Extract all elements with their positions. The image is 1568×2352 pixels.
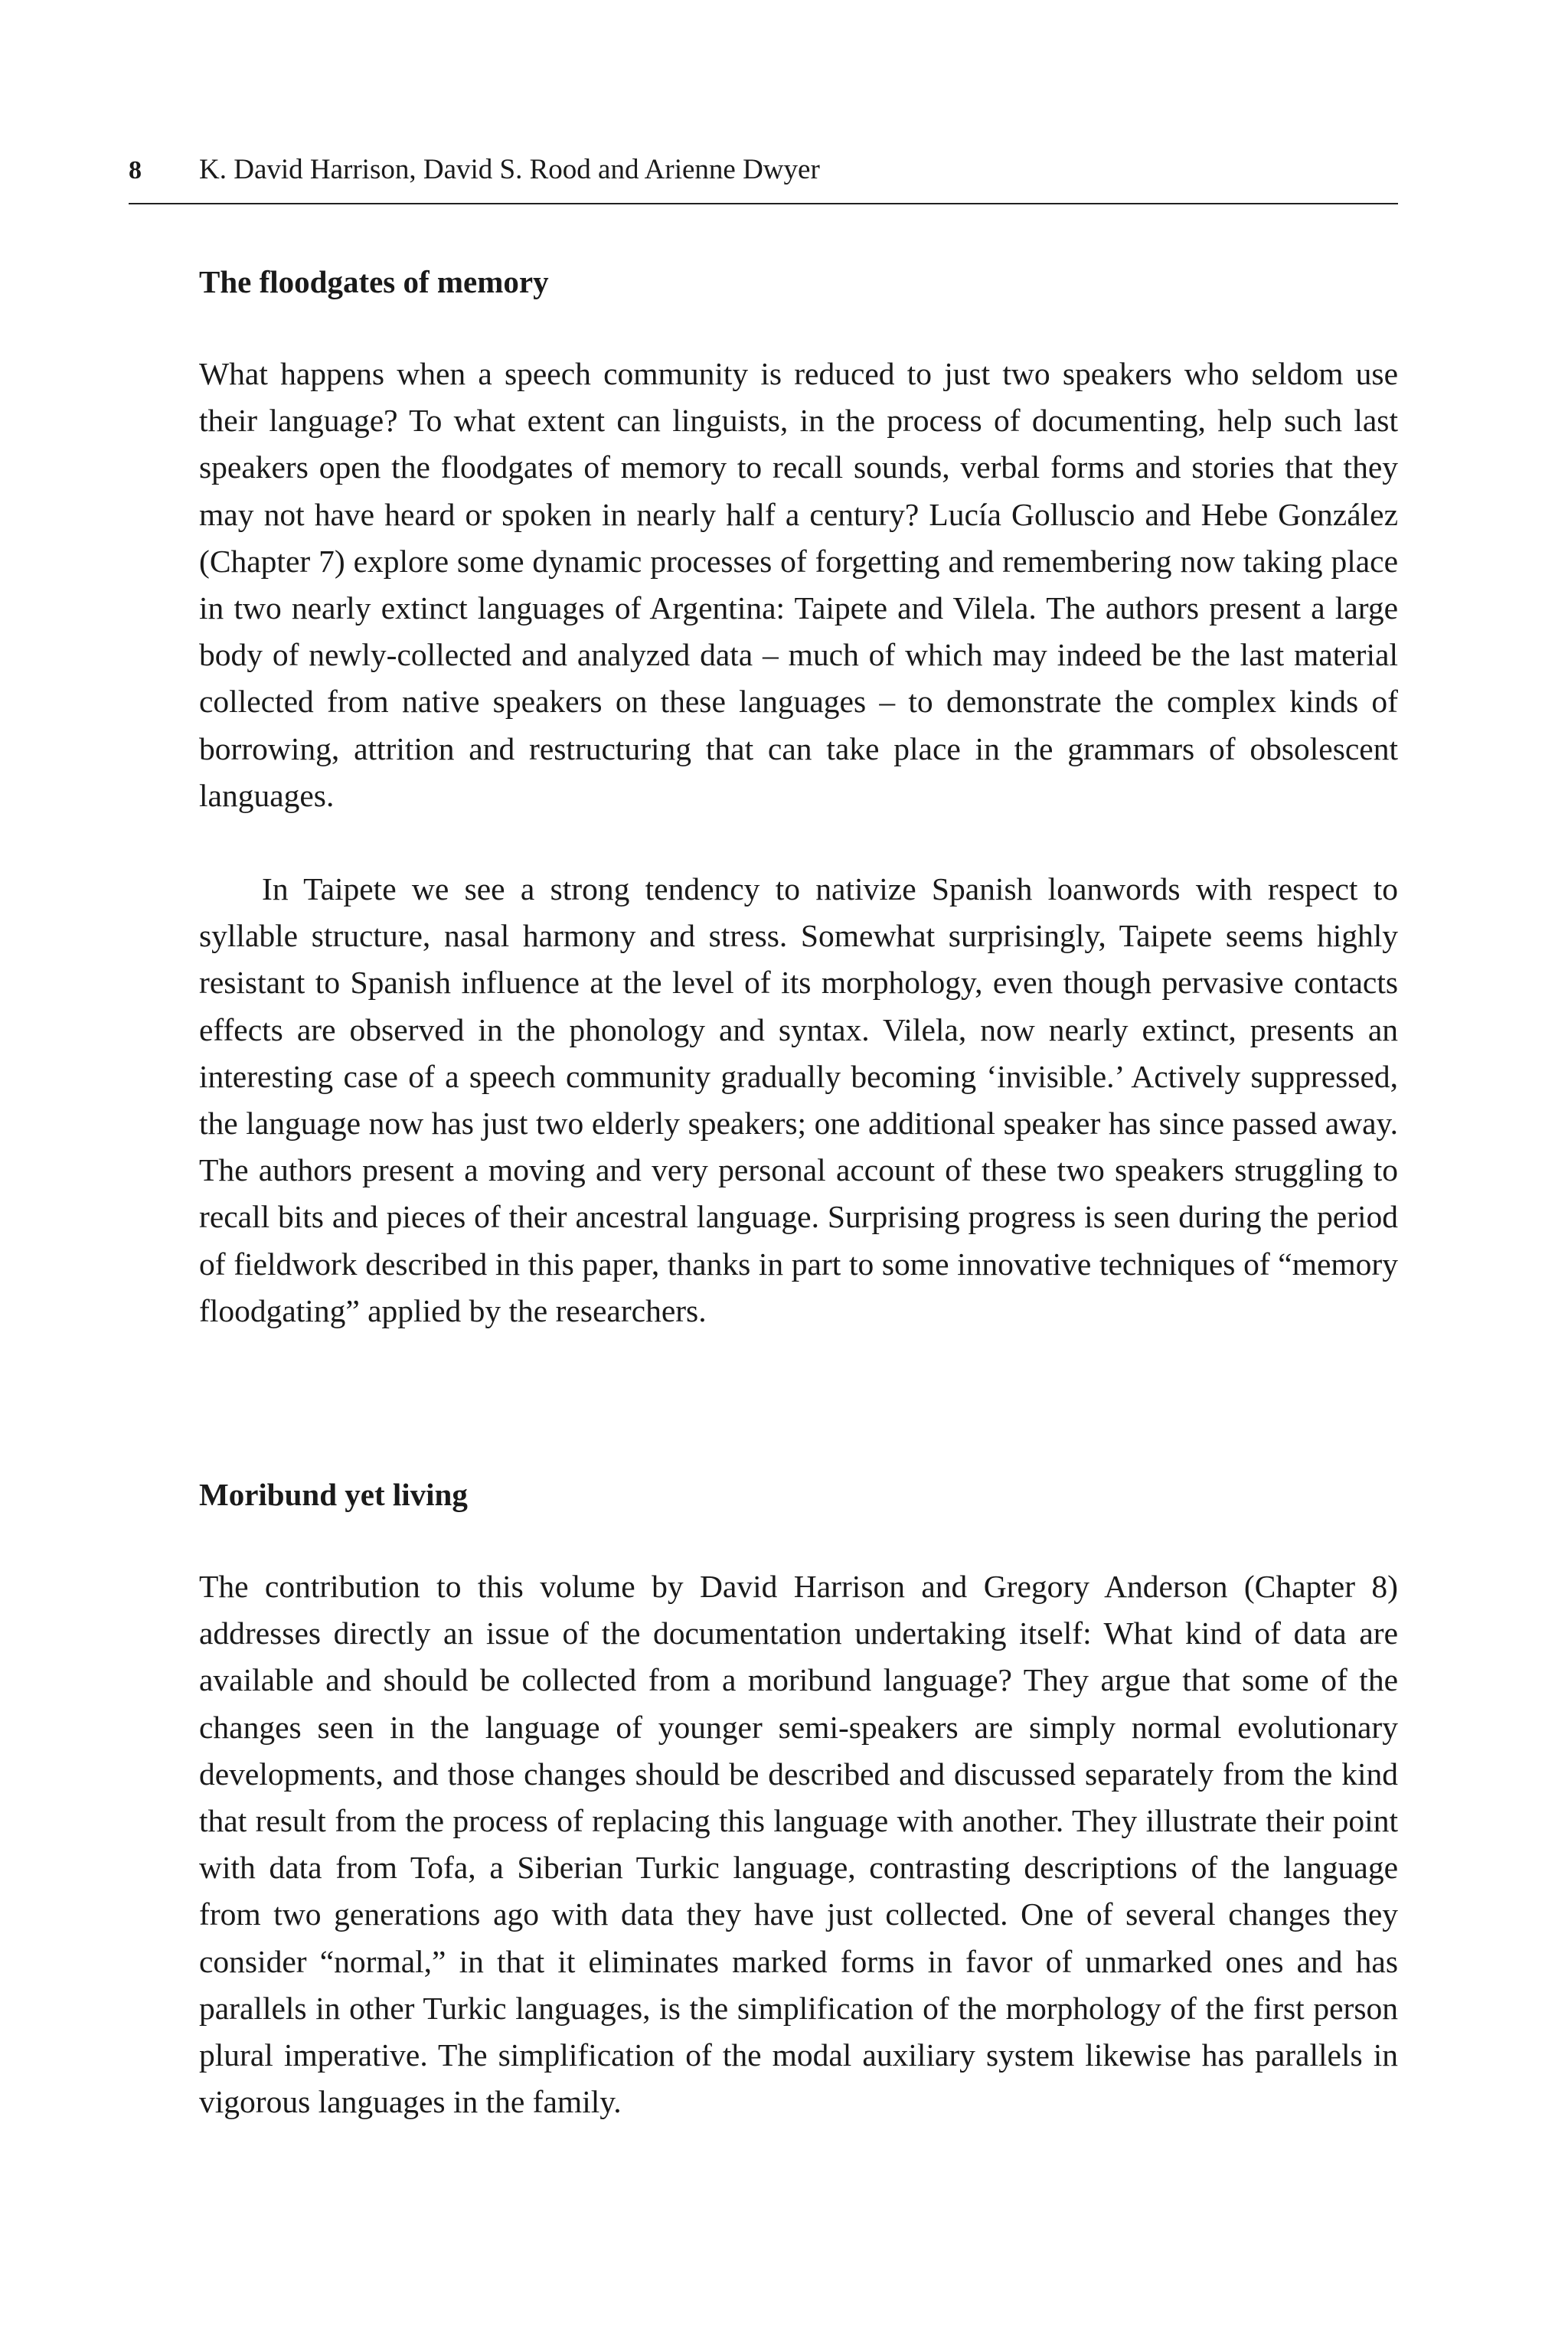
section-heading-moribund: Moribund yet living <box>199 1477 468 1512</box>
running-head <box>129 149 1398 192</box>
section-heading-floodgates: The floodgates of memory <box>199 264 549 299</box>
running-title: K. David Harrison, David S. Rood and Arienne Dwyer <box>199 154 820 185</box>
header-rule <box>129 203 1398 204</box>
paragraph-moribund-1: The contribution to this volume by David Harrison and Gregory Anderson (Chapter 8) addresses directly an issue of the documentation undertaking itself: What kind of data are available and should be collected from a moribund language? They argue that some of the changes seen in the language of younger semi-speakers are simply normal evolutionary developments, and those changes should be described and discussed separately from the kind that result from the process of replacing this language with another. They illustrate their point with data from Tofa, a Siberian Turkic language, contrasting descriptions of the language from two generations ago with data they have just collected. One of several changes they consider “normal,” in that it eliminates marked forms in favor of unmarked ones and has parallels in other Turkic languages, is the simplification of the morphology of the first person plural imperative. The simplification of the modal auxiliary system likewise has parallels in vigorous languages in the family. <box>199 1569 1398 2120</box>
page-number: 8 <box>129 156 142 185</box>
paragraph-floodgates-1: What happens when a speech community is reduced to just two speakers who seldom use their language? To what extent can linguists, in the process of documenting, help such last speakers open the floodgates of memory to recall sounds, verbal forms and stories that they may not have heard or spoken in nearly half a century? Lucía Golluscio and Hebe González (Chapter 7) explore some dynamic processes of forgetting and remembering now taking place in two nearly extinct languages of Argentina: Taipete and Vilela. The authors present a large body of newly-collected and analyzed data – much of which may indeed be the last material collected from native speakers on these languages – to demonstrate the complex kinds of borrowing, attrition and restructuring that can take place in the grammars of obsolescent languages. <box>199 356 1398 813</box>
paragraph-floodgates-2: In Taipete we see a strong tendency to nativize Spanish loanwords with respect to syllable structure, nasal harmony and stress. Somewhat surprisingly, Taipete seems highly resistant to Spanish influence at the level of its morphology, even though pervasive contacts effects are observed in the phonology and syntax. Vilela, now nearly extinct, presents an interesting case of a speech community gradually becoming ‘invisible.’ Actively suppressed, the language now has just two elderly speakers; one additional speaker has since passed away. The authors present a moving and very personal account of these two speakers struggling to recall bits and pieces of their ancestral language. Surprising progress is seen during the period of fieldwork described in this paper, thanks in part to some innovative techniques of “memory floodgating” applied by the researchers. <box>199 871 1398 1328</box>
